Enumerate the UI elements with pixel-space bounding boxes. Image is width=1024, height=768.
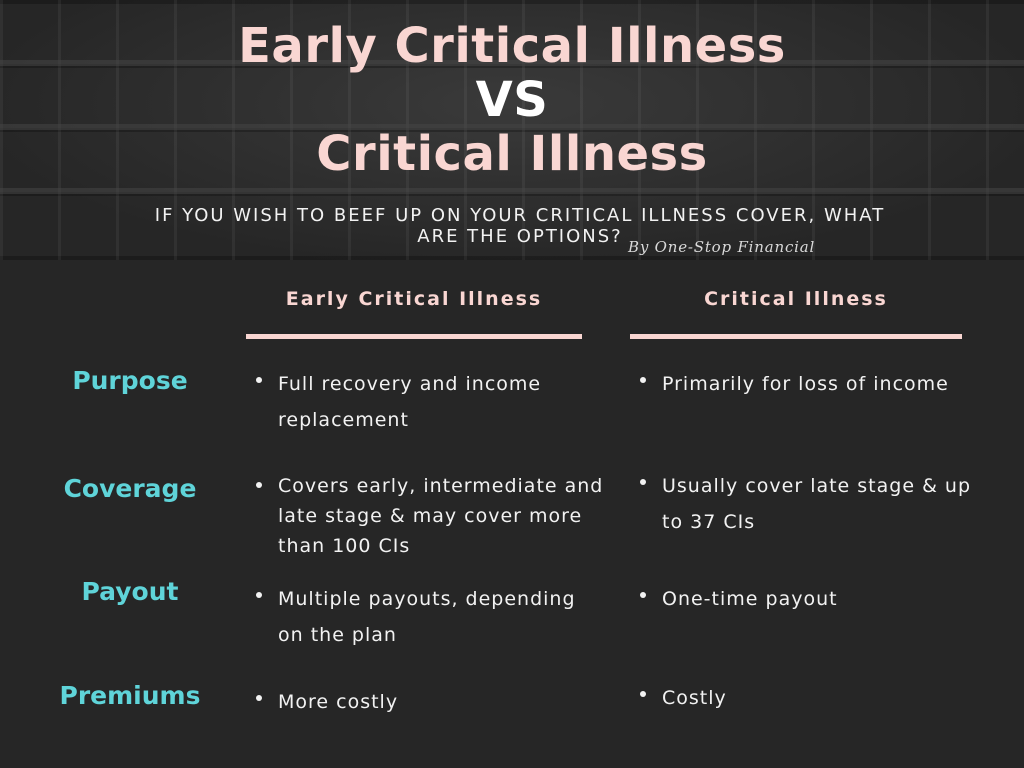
header-banner bbox=[0, 0, 1024, 260]
cell-purpose-ci: Primarily for loss of income bbox=[632, 366, 982, 402]
cell-purpose-early: Full recovery and income replacement bbox=[248, 366, 608, 438]
row-label-coverage: Coverage bbox=[63, 474, 197, 503]
column-underline-left bbox=[246, 334, 582, 339]
cell-payout-ci: One-time payout bbox=[632, 581, 982, 617]
column-header-early-critical-illness: Early Critical Illness bbox=[285, 288, 543, 310]
cell-coverage-early: Covers early, intermediate and late stage & may cover more than 100 CIs bbox=[248, 471, 608, 561]
byline: By One-Stop Financial bbox=[628, 238, 816, 256]
title-vs: VS bbox=[475, 72, 549, 128]
title-line-1: Early Critical Illness bbox=[238, 18, 786, 74]
row-label-premiums: Premiums bbox=[59, 681, 201, 710]
cell-coverage-ci: Usually cover late stage & up to 37 CIs bbox=[632, 468, 982, 540]
shelf-line bbox=[0, 188, 1024, 194]
row-label-purpose: Purpose bbox=[72, 366, 188, 395]
title-line-3: Critical Illness bbox=[316, 126, 708, 182]
subtitle: IF YOU WISH TO BEEF UP ON YOUR CRITICAL ILLNESS COVER, WHAT ARE THE OPTIONS? bbox=[154, 205, 886, 247]
cell-payout-early: Multiple payouts, depending on the plan bbox=[248, 581, 608, 653]
column-header-critical-illness: Critical Illness bbox=[704, 288, 888, 310]
row-label-payout: Payout bbox=[81, 577, 179, 606]
column-underline-right bbox=[630, 334, 962, 339]
cell-premiums-ci: Costly bbox=[632, 680, 982, 716]
cell-premiums-early: More costly bbox=[248, 684, 608, 720]
